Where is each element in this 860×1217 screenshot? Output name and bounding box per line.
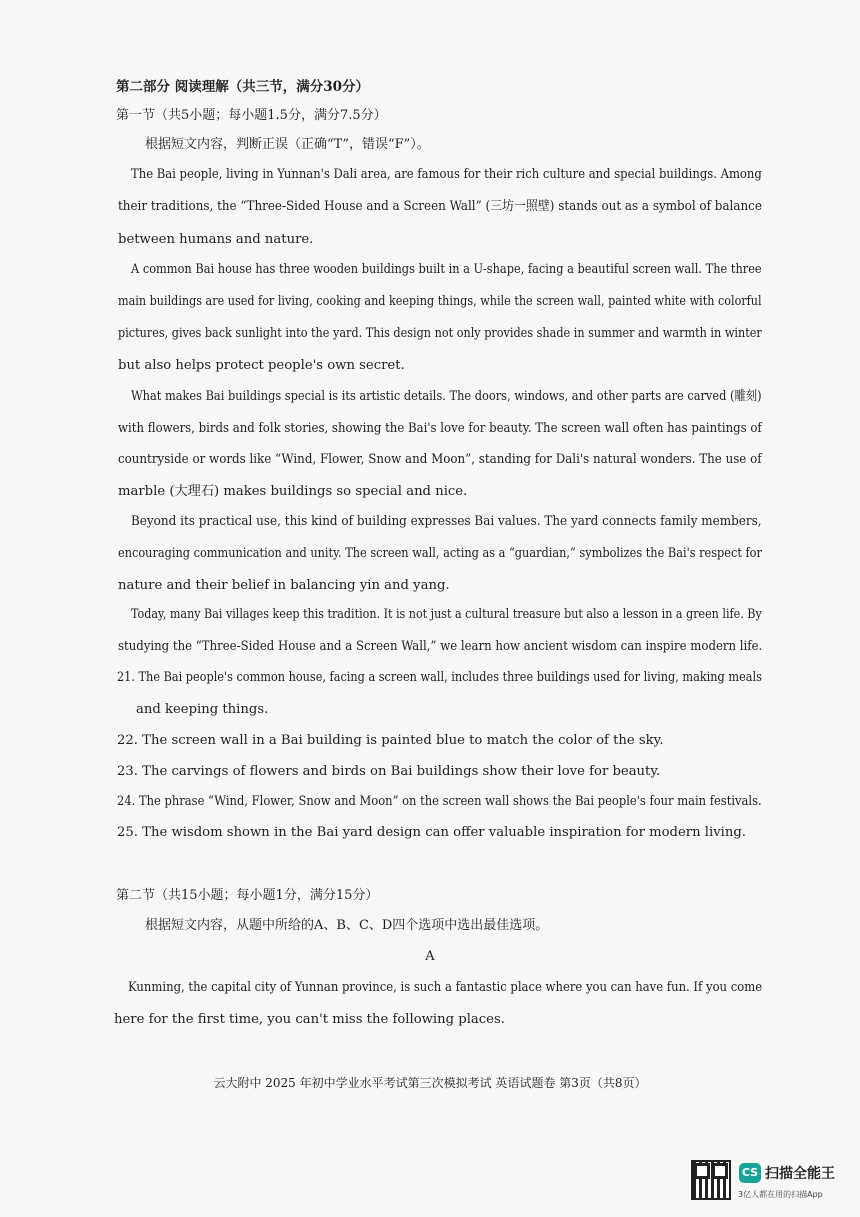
question-24: 24. The phrase “Wind, Flower, Snow and Moon” on the screen wall shows the Bai people's four main festivals. (117, 794, 762, 809)
passage-line: between humans and nature. (118, 232, 314, 247)
camscanner-tagline: 3亿人都在用的扫描App (738, 1190, 823, 1199)
passage-line: Today, many Bai villages keep this tradition. It is not just a cultural treasure but also a lesson in a green life. By (131, 607, 762, 622)
passage-line: nature and their belief in balancing yin and yang. (118, 578, 450, 593)
passage-line: Beyond its practical use, this kind of building expresses Bai values. The yard connects family members, (131, 514, 762, 529)
passage-line: their traditions, the “Three-Sided House and a Screen Wall” (三坊一照壁) stands out as a symbol of balance (118, 199, 762, 214)
camscanner-name: 扫描全能王 (765, 1166, 835, 1182)
part1-instruction: 根据短文内容，判断正误（正确“T”，错误“F”）。 (145, 137, 430, 152)
passage-line: studying the “Three-Sided House and a Screen Wall,” we learn how ancient wisdom can inspire modern life. (118, 639, 763, 654)
qr-code-icon (691, 1160, 731, 1200)
passage-line: main buildings are used for living, cooking and keeping things, while the screen wall, painted white with colorful (118, 294, 762, 309)
question-21-cont: and keeping things. (136, 702, 269, 717)
passage-line: What makes Bai buildings special is its artistic details. The doors, windows, and other parts are carved (雕刻) (131, 389, 762, 404)
question-25: 25. The wisdom shown in the Bai yard design can offer valuable inspiration for modern living. (117, 825, 746, 840)
passage-line: countryside or words like “Wind, Flower, Snow and Moon”, standing for Dali's natural wonders. The use of (118, 452, 762, 467)
part1-title: 第一节（共5小题；每小题1.5分，满分7.5分） (116, 108, 387, 123)
passage-line: A common Bai house has three wooden buildings built in a U-shape, facing a beautiful screen wall. The three (131, 262, 762, 277)
passage-line: with flowers, birds and folk stories, showing the Bai's love for beauty. The screen wall often has paintings of (118, 421, 762, 436)
question-23: 23. The carvings of flowers and birds on Bai buildings show their love for beauty. (117, 764, 661, 779)
passage-a-line: Kunming, the capital city of Yunnan province, is such a fantastic place where you can have fun. If you come (128, 980, 763, 995)
part2-instruction: 根据短文内容，从题中所给的A、B、C、D四个选项中选出最佳选项。 (145, 918, 549, 933)
passage-line: but also helps protect people's own secret. (118, 358, 405, 373)
question-22: 22. The screen wall in a Bai building is painted blue to match the color of the sky. (117, 733, 664, 748)
passage-line: marble (大理石) makes buildings so special and nice. (118, 484, 468, 499)
section-title: 第二部分 阅读理解（共三节，满分30分） (116, 79, 369, 95)
passage-line: pictures, gives back sunlight into the yard. This design not only provides shade in summer and warmth in winter (118, 326, 762, 341)
part2-title: 第二节（共15小题；每小题1分，满分15分） (116, 888, 379, 903)
passage-line: The Bai people, living in Yunnan's Dali area, are famous for their rich culture and special buildings. Among (131, 167, 762, 182)
passage-a-line: here for the first time, you can't miss the following places. (114, 1012, 505, 1027)
page-footer: 云大附中 2025 年初中学业水平考试第三次模拟考试 英语试题卷 第3页（共8页） (213, 1076, 647, 1090)
passage-a-label: A (425, 949, 435, 964)
camscanner-logo: CS (739, 1163, 761, 1183)
question-21: 21. The Bai people's common house, facing a screen wall, includes three buildings used for living, making meals (117, 670, 762, 685)
passage-line: encouraging communication and unity. The screen wall, acting as a “guardian,” symbolizes the Bai's respect for (118, 546, 762, 561)
